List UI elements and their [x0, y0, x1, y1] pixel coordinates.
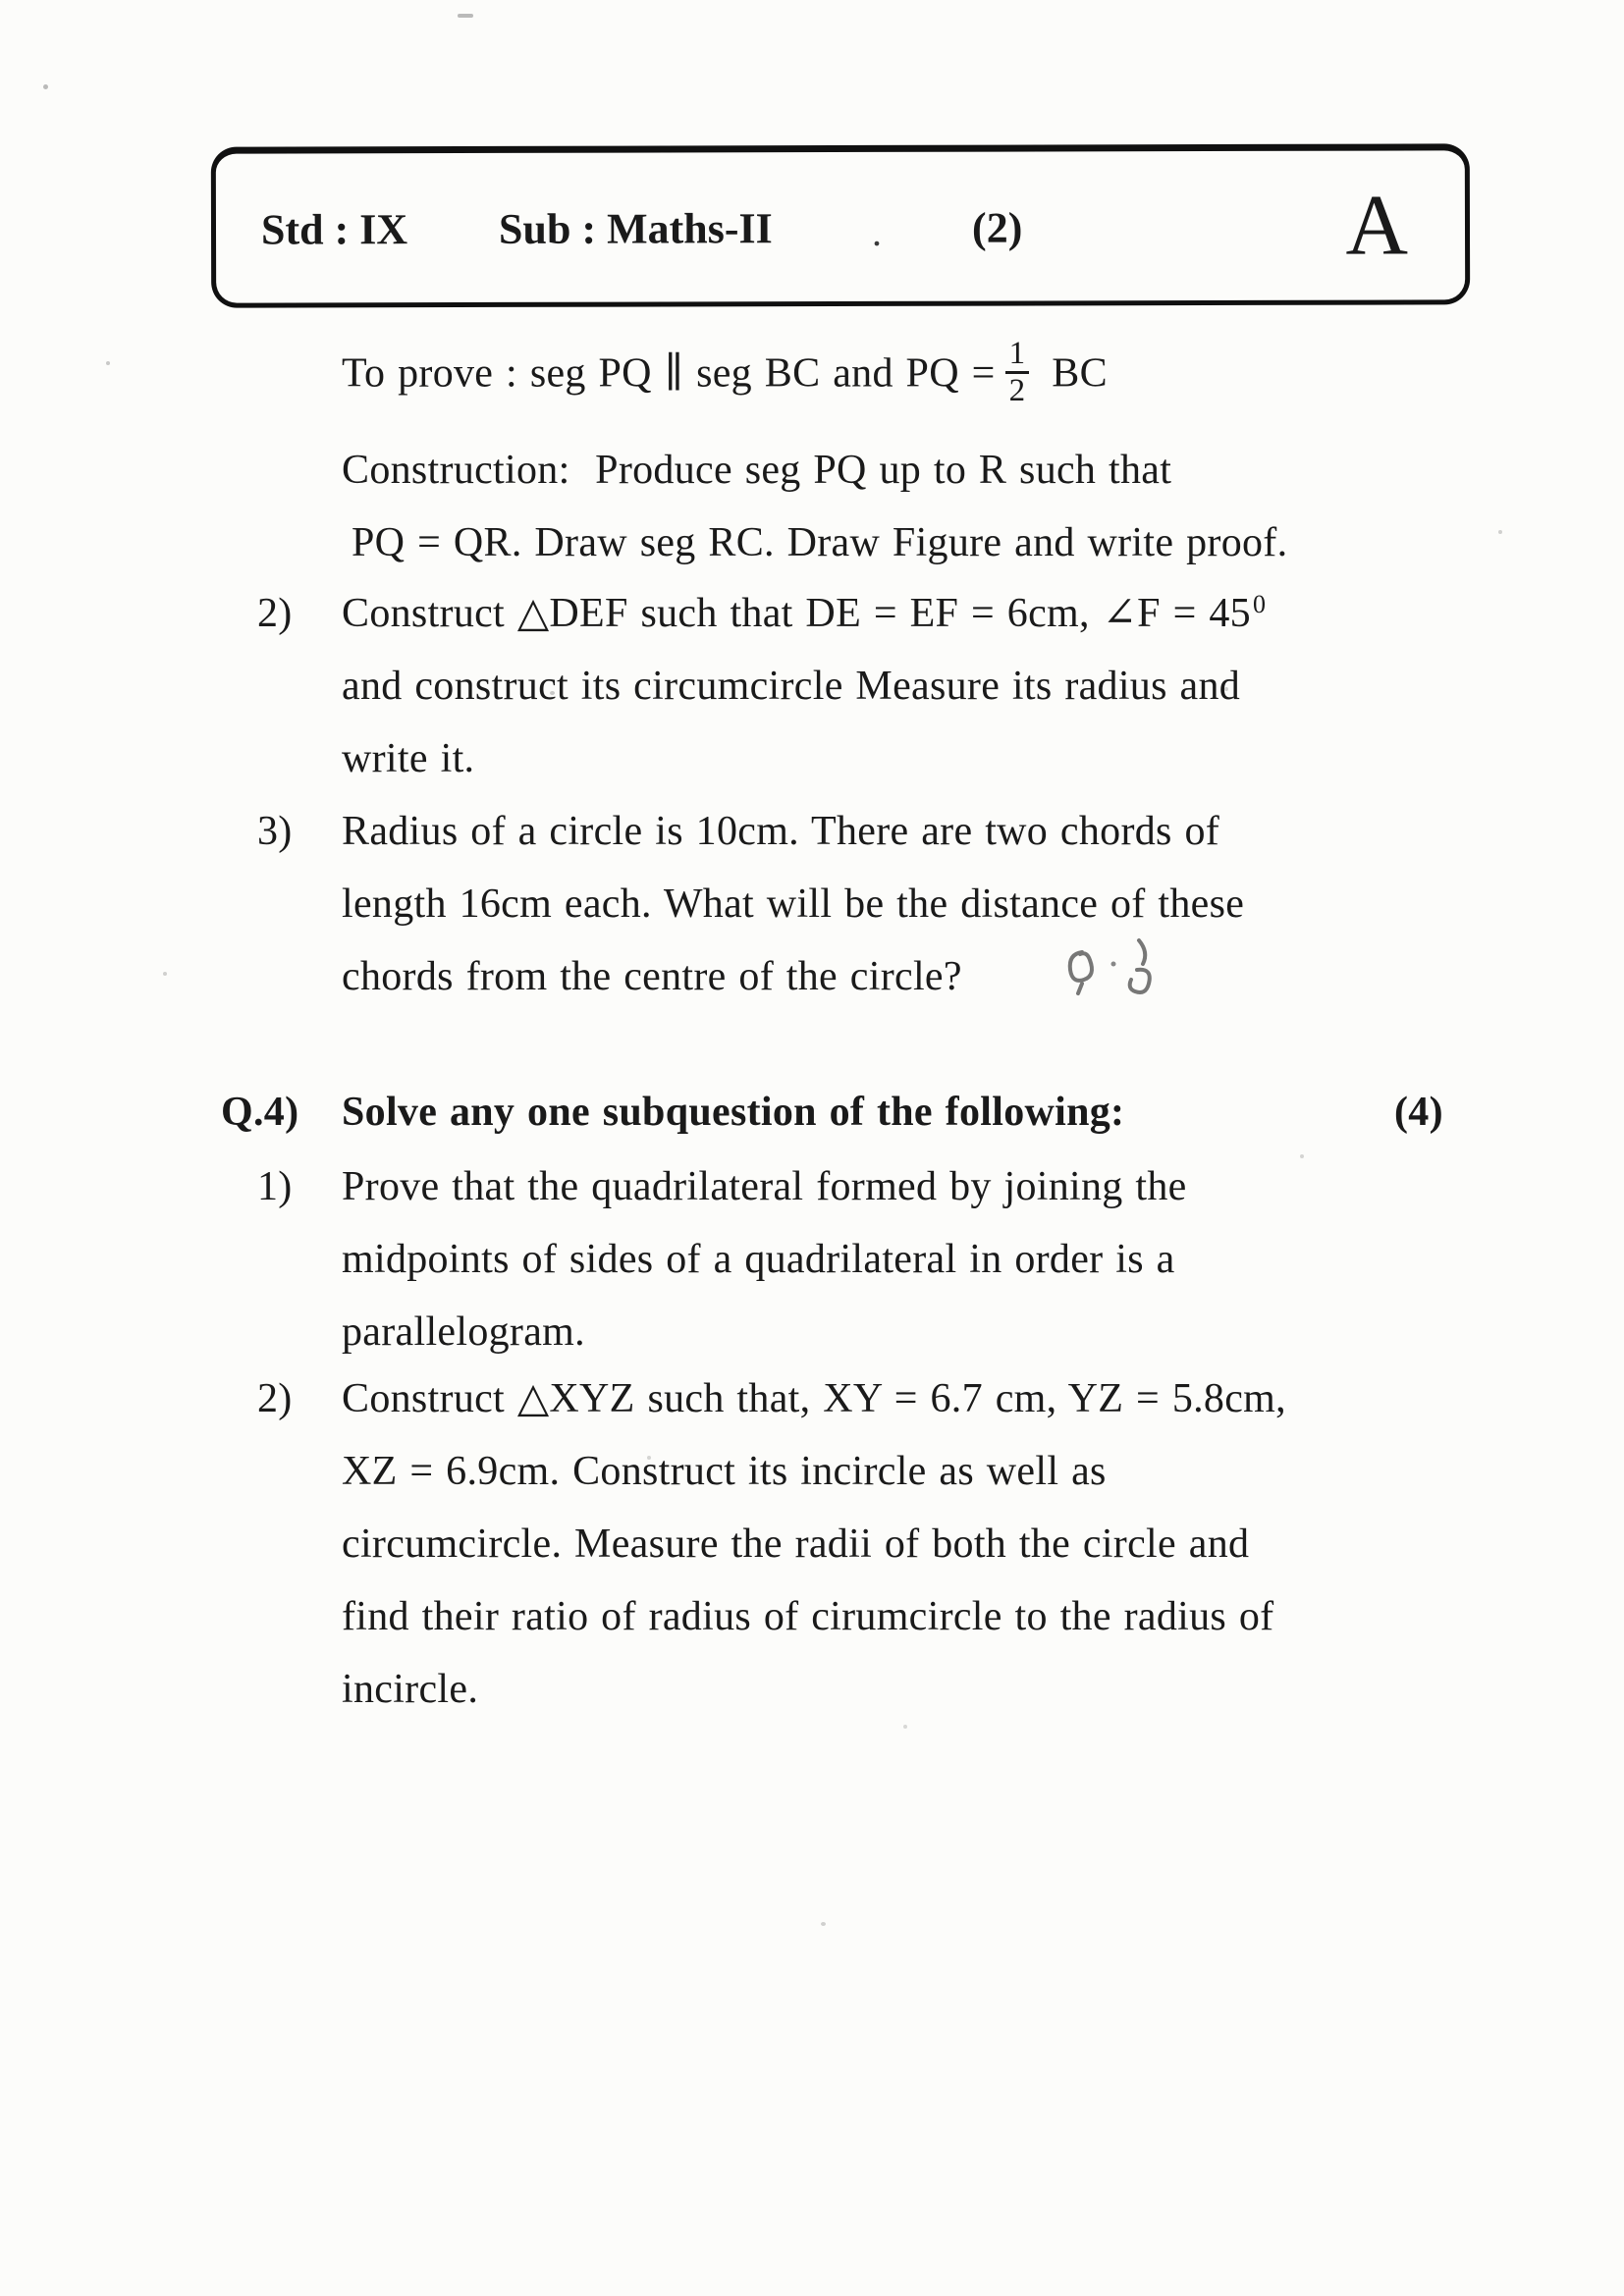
- subquestion-text: parallelogram.: [342, 1309, 585, 1355]
- to-prove-prefix: To prove : seg PQ ∥ seg BC and PQ =: [342, 350, 996, 397]
- header-box: [211, 143, 1470, 307]
- construction-line-2: [0, 516, 1624, 591]
- std-label: Std : IX: [260, 205, 408, 254]
- construction-text: Construction: Produce seg PQ up to R such that: [342, 448, 1172, 493]
- fraction-denominator: 2: [1005, 371, 1030, 408]
- subquestion-text: midpoints of sides of a quadrilateral in order is a: [342, 1237, 1175, 1282]
- q4-heading: [0, 1086, 1624, 1160]
- item-text: [342, 587, 1266, 641]
- construction-line-1: [0, 444, 1624, 518]
- scan-speckle: [458, 14, 473, 18]
- item-2-line-2: [0, 660, 1624, 734]
- subq-2-line-3: [0, 1518, 1624, 1592]
- subq-1-line-3: [0, 1306, 1624, 1380]
- construction-text: PQ = QR. Draw seg RC. Draw Figure and write proof.: [352, 520, 1288, 565]
- stray-dot: .: [871, 209, 883, 254]
- item-3-line-3: [0, 950, 1624, 1025]
- subquestion-text: circumcircle. Measure the radii of both the circle and: [342, 1522, 1250, 1567]
- item-text: and construct its circumcircle Measure its radius and: [342, 664, 1241, 709]
- marks-badge: (4): [1394, 1090, 1443, 1135]
- item-text-body: Construct △DEF such that DE = EF = 6cm, ∠F = 45: [342, 591, 1251, 636]
- item-text: chords from the centre of the circle?: [342, 954, 962, 999]
- item-number: 3): [257, 809, 293, 854]
- paper-set-letter: A: [1345, 178, 1409, 274]
- item-2-line-1: [0, 587, 1624, 662]
- subquestion-text: incircle.: [342, 1667, 479, 1712]
- item-text: write it.: [342, 736, 475, 781]
- subquestion-text: Prove that the quadrilateral formed by joining the: [342, 1164, 1187, 1209]
- item-text: length 16cm each. What will be the distance of these: [342, 881, 1245, 927]
- item-2-line-3: [0, 732, 1624, 807]
- page-number: (2): [971, 203, 1023, 252]
- question-title: Solve any one subquestion of the following:: [342, 1090, 1125, 1135]
- scan-speckle: [43, 84, 48, 89]
- scan-speckle: [821, 1922, 826, 1926]
- item-text: Radius of a circle is 10cm. There are two chords of: [342, 809, 1220, 854]
- subq-1-line-2: [0, 1233, 1624, 1308]
- subq-2-line-5: [0, 1663, 1624, 1737]
- item-3-line-1: [0, 805, 1624, 880]
- subq-2-line-2: [0, 1445, 1624, 1520]
- degree-superscript: 0: [1252, 590, 1267, 618]
- subject-label: Sub : Maths-II: [498, 204, 773, 253]
- subq-2-line-4: [0, 1590, 1624, 1665]
- to-prove-text: [342, 336, 1108, 411]
- subq-2-line-1: [0, 1372, 1624, 1447]
- subquestion-text: Construct △XYZ such that, XY = 6.7 cm, YZ = 5.8cm,: [342, 1376, 1286, 1421]
- subquestion-number: 2): [257, 1376, 293, 1421]
- subquestion-text: XZ = 6.9cm. Construct its incircle as well as: [342, 1449, 1107, 1494]
- fraction-numerator: 1: [1008, 336, 1026, 371]
- handwritten-scribble: [1053, 931, 1190, 1009]
- subq-1-line-1: [0, 1160, 1624, 1235]
- to-prove-suffix: BC: [1039, 350, 1108, 397]
- subquestion-text: find their ratio of radius of cirumcircle to the radius of: [342, 1594, 1274, 1639]
- item-3-line-2: [0, 878, 1624, 952]
- to-prove-line: [0, 336, 1624, 416]
- item-number: 2): [257, 591, 293, 636]
- question-number: Q.4): [221, 1090, 299, 1135]
- subquestion-number: 1): [257, 1164, 293, 1209]
- fraction-one-half: [1005, 338, 1030, 407]
